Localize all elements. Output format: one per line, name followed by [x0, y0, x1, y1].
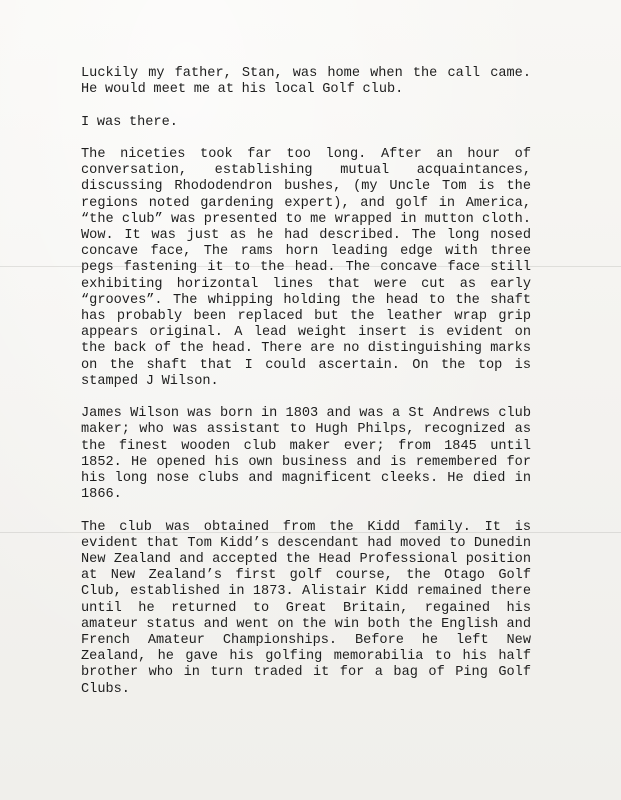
paragraph-i-was-there: I was there. [81, 114, 178, 130]
paragraph-kidd-family: The club was obtained from the Kidd family. It is evident that Tom Kidd’s descendant had moved to Dunedin New Zealand and accepted the Head Professional position at New Zealand’s first golf course, the Otago Golf Club, established in 1873. Alistair Kidd remained there until he returned to Great Britain, regained his amateur status and went on the win both the English and French Amateur Championships. Before he left New Zealand, he gave his golfing memorabilia to his half brother who in turn traded it for a bag of Ping Golf Clubs. [81, 519, 531, 697]
paragraph-james-wilson: James Wilson was born in 1803 and was a St Andrews club maker; who was assistant to Hugh Philps, recognized as the finest wooden club maker ever; from 1845 until 1852. He opened his own business and is remembered for his long nose clubs and magnificent cleeks. He died in 1866. [81, 406, 531, 503]
paragraph-the-club: The niceties took far too long. After an hour of conversation, establishing mutual acquaintances, discussing Rhododendron bushes, (my Uncle Tom is the regions noted gardening expert), and golf in America, “the club” was presented to me wrapped in mutton cloth. Wow. It was just as he had described. The long nosed concave face, The rams horn leading edge with three pegs fastening it to the head. The concave face still exhibiting horizontal lines that were cut as early “grooves”. The whipping holding the head to the shaft has probably been replaced but the leather wrap grip appears original. A lead weight insert is evident on the back of the head. There are no distinguishing marks on the shaft that I could ascertain. On the top is stamped J Wilson. [81, 146, 531, 389]
paragraph-father-call: Luckily my father, Stan, was home when the call came. He would meet me at his local Golf club. [81, 66, 531, 98]
letter-body [81, 66, 531, 714]
